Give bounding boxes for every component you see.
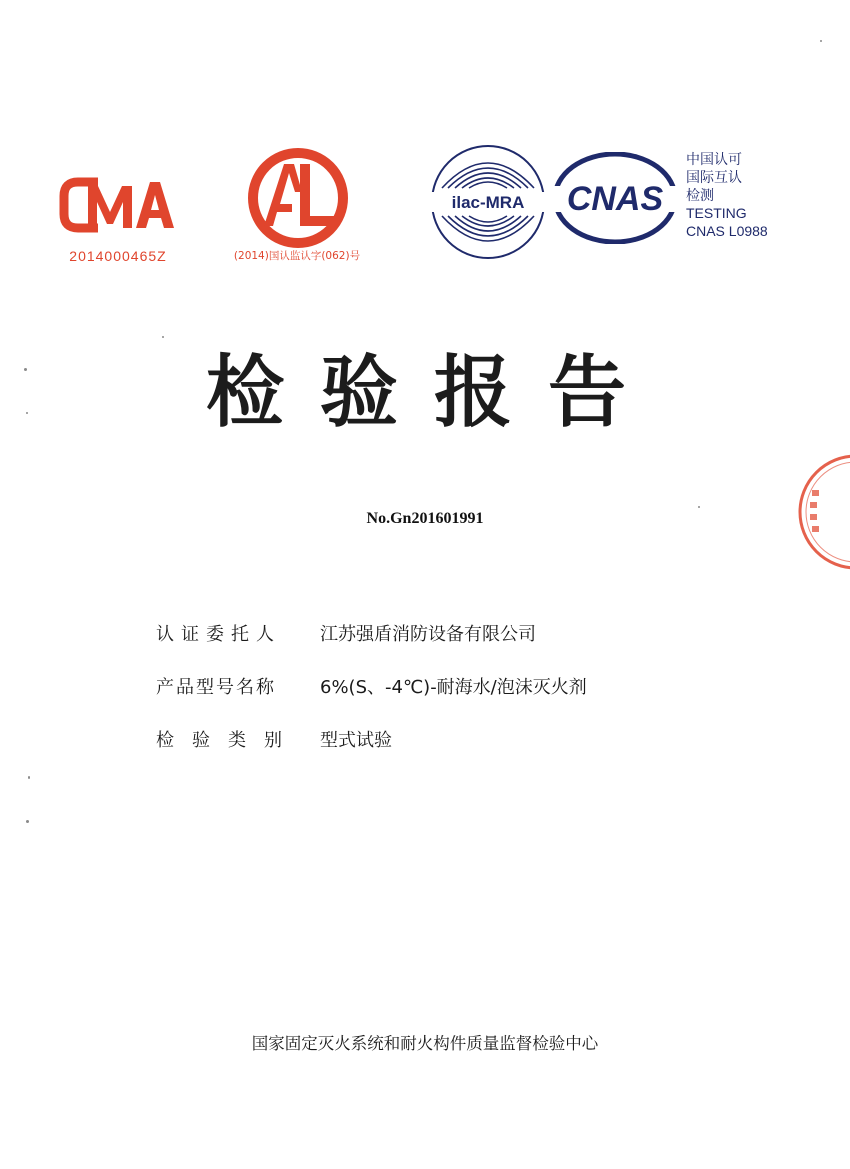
report-number: No.Gn201601991 bbox=[366, 510, 484, 527]
client-label: 认证委托人 bbox=[156, 624, 281, 645]
scan-speck bbox=[26, 820, 29, 823]
cma-logo bbox=[58, 172, 178, 238]
scan-speck bbox=[28, 776, 30, 779]
ilac-mra-logo bbox=[428, 142, 548, 262]
issuing-organization: 国家固定灭火系统和耐火构件质量监督检验中心 bbox=[251, 1034, 599, 1053]
cnas-line: 国际互认 bbox=[686, 169, 742, 185]
product-value: 6%(S、-4℃)-耐海水/泡沫灭火剂 bbox=[320, 677, 587, 698]
scan-speck bbox=[162, 336, 164, 338]
cal-logo bbox=[240, 148, 356, 248]
cnas-logo bbox=[552, 152, 678, 244]
cnas-line: 中国认可 bbox=[686, 151, 742, 167]
type-value: 型式试验 bbox=[320, 730, 392, 751]
scan-speck bbox=[698, 506, 700, 508]
cnas-line: TESTING bbox=[686, 205, 747, 221]
cma-code: 2014000465Z bbox=[69, 248, 167, 264]
cnas-line: 检测 bbox=[686, 187, 714, 203]
ilac-mark-text: ilac-MRA bbox=[451, 193, 525, 212]
cnas-accreditation-text bbox=[686, 150, 806, 240]
scan-speck bbox=[24, 368, 27, 371]
type-label: 检验类别 bbox=[156, 730, 300, 751]
scan-speck bbox=[26, 412, 28, 414]
red-seal-stamp bbox=[796, 452, 850, 572]
cnas-line: CNAS L0988 bbox=[686, 223, 768, 239]
client-value: 江苏强盾消防设备有限公司 bbox=[320, 624, 536, 645]
cnas-mark-text: CNAS bbox=[566, 180, 664, 218]
product-label: 产品型号名称 bbox=[156, 677, 276, 698]
report-title: 检验报告 bbox=[205, 348, 662, 438]
cal-code: (2014)国认监认字(062)号 bbox=[233, 250, 361, 262]
scan-speck bbox=[820, 40, 822, 42]
